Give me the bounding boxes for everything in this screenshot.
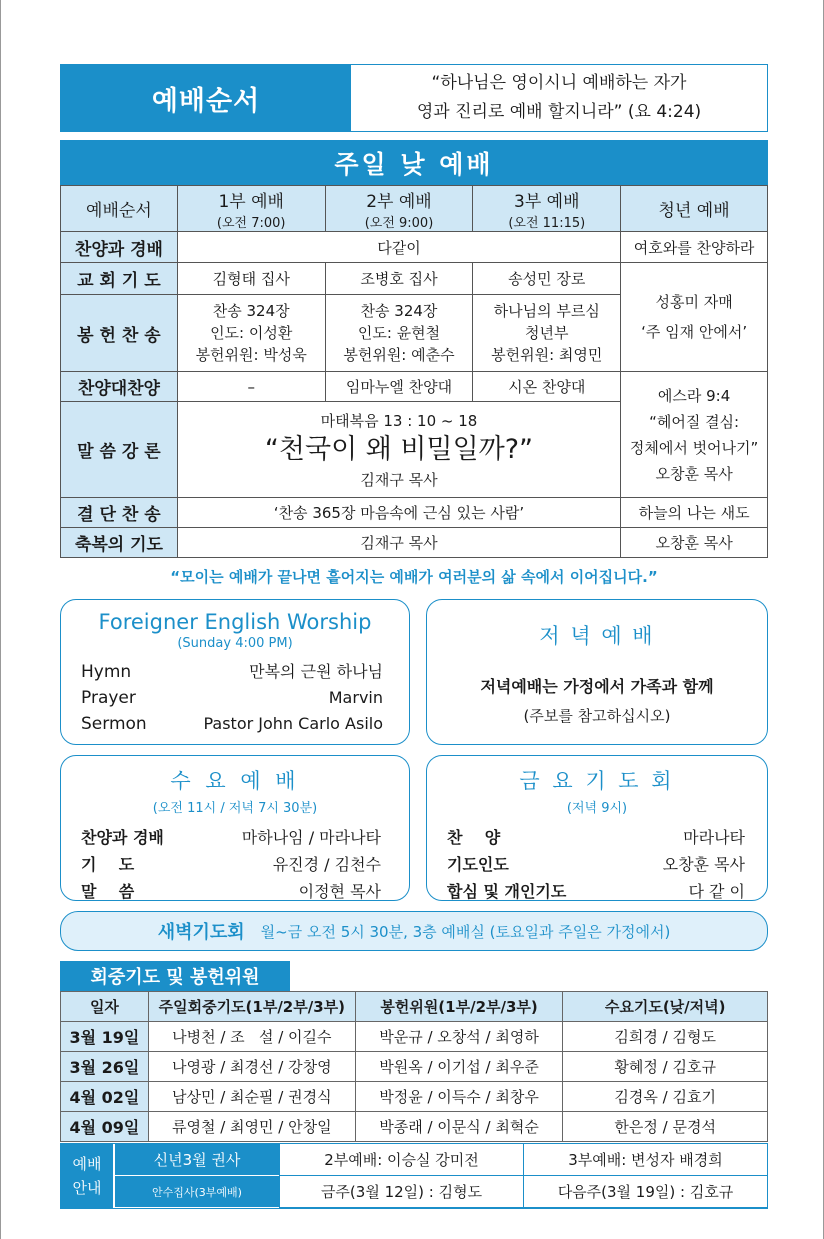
col-order: 예배순서 <box>61 186 178 232</box>
sermon-cell <box>177 402 620 498</box>
prayer-offering-table <box>60 991 768 1142</box>
row-label: 교 회 기 도 <box>61 263 178 295</box>
table-row: 찬양과 경배 다같이 여호와를 찬양하라 <box>61 232 768 263</box>
row-label: 찬양과 경배 <box>61 232 178 263</box>
table-row: 교 회 기 도 김형태 집사 조병호 집사 송성민 장로 성홍미 자매 ‘주 임재 안에서’ <box>61 263 768 295</box>
friday-leader: 기도인도 오창훈 목사 <box>447 855 745 874</box>
col-offering: 봉헌위원(1부/2부/3부) <box>355 992 563 1022</box>
wednesday-worship-box <box>60 755 410 901</box>
sunday-service-table <box>60 185 768 558</box>
order-of-worship-header <box>60 64 768 132</box>
evening-line-1: 저녁예배는 가정에서 가족과 함께 <box>480 677 714 696</box>
col-service-2: 2부 예배 (오전 9:00) <box>325 186 473 232</box>
verse-line-2: 영과 진리로 예배 할지니라” (요 4:24) <box>416 102 702 122</box>
youth-sermon: 에스라 9:4 “헤어질 결심: 정체에서 벗어나기” 오창훈 목사 <box>621 372 768 498</box>
evening-title: 저 녁 예 배 <box>539 624 655 648</box>
friday-group-prayer: 합심 및 개인기도 다 같 이 <box>447 882 745 901</box>
table-row: 3월 26일 나영광 / 최경선 / 강창영 박원옥 / 이기섭 / 최우준 황혜정 / 김호규 <box>61 1052 768 1082</box>
table-row: 찬양대찬양 – 임마누엘 찬양대 시온 찬양대 에스라 9:4 “헤어질 결심: 정체에서 벗어나기” 오창훈 목사 <box>61 372 768 402</box>
wednesday-sermon: 말 씀 이정현 목사 <box>81 882 381 901</box>
row-label: 말 씀 강 론 <box>61 402 178 498</box>
table-row: 결 단 찬 송 ‘찬송 365장 마음속에 근심 있는 사람’ 하늘의 나는 새도 <box>61 498 768 528</box>
col-sunday-prayer: 주일회중기도(1부/2부/3부) <box>148 992 355 1022</box>
friday-praise: 찬 양 마라나타 <box>447 828 745 847</box>
evening-line-2: (주보를 참고하십시오) <box>523 707 671 725</box>
table-header-row <box>61 186 768 232</box>
row-label: 찬양대찬양 <box>61 372 178 402</box>
friday-title: 금 요 기 도 회 <box>519 769 675 793</box>
prayer-table-title: 회중기도 및 봉헌위원 <box>60 961 290 991</box>
mid-quote: “모이는 예배가 끝나면 흩어지는 예배가 여러분의 삶 속에서 이어집니다.” <box>170 568 658 586</box>
verse-line-1: “하나님은 영이시니 예배하는 자가 <box>431 73 687 93</box>
prayer-table-header <box>61 992 768 1022</box>
col-youth: 청년 예배 <box>621 186 768 232</box>
sermon-pastor: 김재구 목사 <box>360 470 438 489</box>
dawn-text: 월~금 오전 5시 30분, 3층 예배실 (토요일과 주일은 가정에서) <box>260 922 671 941</box>
col-date: 일자 <box>61 992 149 1022</box>
foreigner-title: Foreigner English Worship <box>98 610 372 634</box>
foreigner-prayer: Prayer Marvin <box>81 688 383 708</box>
youth-offering: 성홍미 자매 ‘주 임재 안에서’ <box>621 263 768 372</box>
col-wednesday-prayer: 수요기도(낮/저녁) <box>563 992 768 1022</box>
foreigner-worship-box <box>60 599 410 745</box>
dawn-prayer-bar <box>60 911 768 951</box>
evening-worship-box <box>426 599 768 745</box>
sunday-service-title: 주일 낮 예배 <box>60 140 768 185</box>
table-row: 3월 19일 나병천 / 조 설 / 이길수 박운규 / 오창석 / 최영하 김희경 / 김형도 <box>61 1022 768 1052</box>
header-title: 예배순서 <box>61 65 351 131</box>
friday-prayer-box <box>426 755 768 901</box>
sermon-title: “천국이 왜 비밀일까?” <box>264 433 534 465</box>
table-row: 4월 09일 류영철 / 최영민 / 안창일 박종래 / 이문식 / 최혁순 한은정 / 문경석 <box>61 1112 768 1142</box>
row-label: 봉 헌 찬 송 <box>61 295 178 372</box>
wednesday-time: (오전 11시 / 저녁 7시 30분) <box>152 801 318 816</box>
wednesday-title: 수 요 예 배 <box>170 769 300 793</box>
table-row: 봉 헌 찬 송 찬송 324장 인도: 이성환 봉헌위원: 박성욱 찬송 324장 인도: 윤현철 봉헌위원: 예춘수 하나님의 부르심 청년부 봉헌위원: 최영민 <box>61 295 768 372</box>
notice-label: 예배 안내 <box>61 1144 113 1208</box>
foreigner-time: (Sunday 4:00 PM) <box>177 636 293 651</box>
col-service-1: 1부 예배 (오전 7:00) <box>177 186 325 232</box>
foreigner-sermon: Sermon Pastor John Carlo Asilo <box>81 714 383 734</box>
wednesday-praise: 찬양과 경배 마하나임 / 마라나타 <box>81 828 381 847</box>
table-row: 4월 02일 남상민 / 최순필 / 권경식 박정윤 / 이득수 / 최창우 김경옥 / 김효기 <box>61 1082 768 1112</box>
col-service-3: 3부 예배 (오전 11:15) <box>473 186 621 232</box>
table-row: 축복의 기도 김재구 목사 오창훈 목사 <box>61 528 768 558</box>
friday-time: (저녁 9시) <box>566 801 628 816</box>
notice-row: 신년3월 권사 2부예배: 이승실 강미전 3부예배: 변성자 배경희 <box>113 1144 767 1176</box>
notice-row: 안수집사(3부예배) 금주(3월 12일) : 김형도 다음주(3월 19일) : 김호규 <box>113 1176 767 1208</box>
wednesday-prayer: 기 도 유진경 / 김천수 <box>81 855 381 874</box>
dawn-title: 새벽기도회 <box>157 922 245 943</box>
header-verse <box>351 65 767 131</box>
foreigner-hymn: Hymn 만복의 근원 하나님 <box>81 662 383 682</box>
worship-notice <box>60 1143 768 1209</box>
row-label: 축복의 기도 <box>61 528 178 558</box>
row-label: 결 단 찬 송 <box>61 498 178 528</box>
sermon-reference: 마태복음 13 : 10 ~ 18 <box>320 411 478 430</box>
